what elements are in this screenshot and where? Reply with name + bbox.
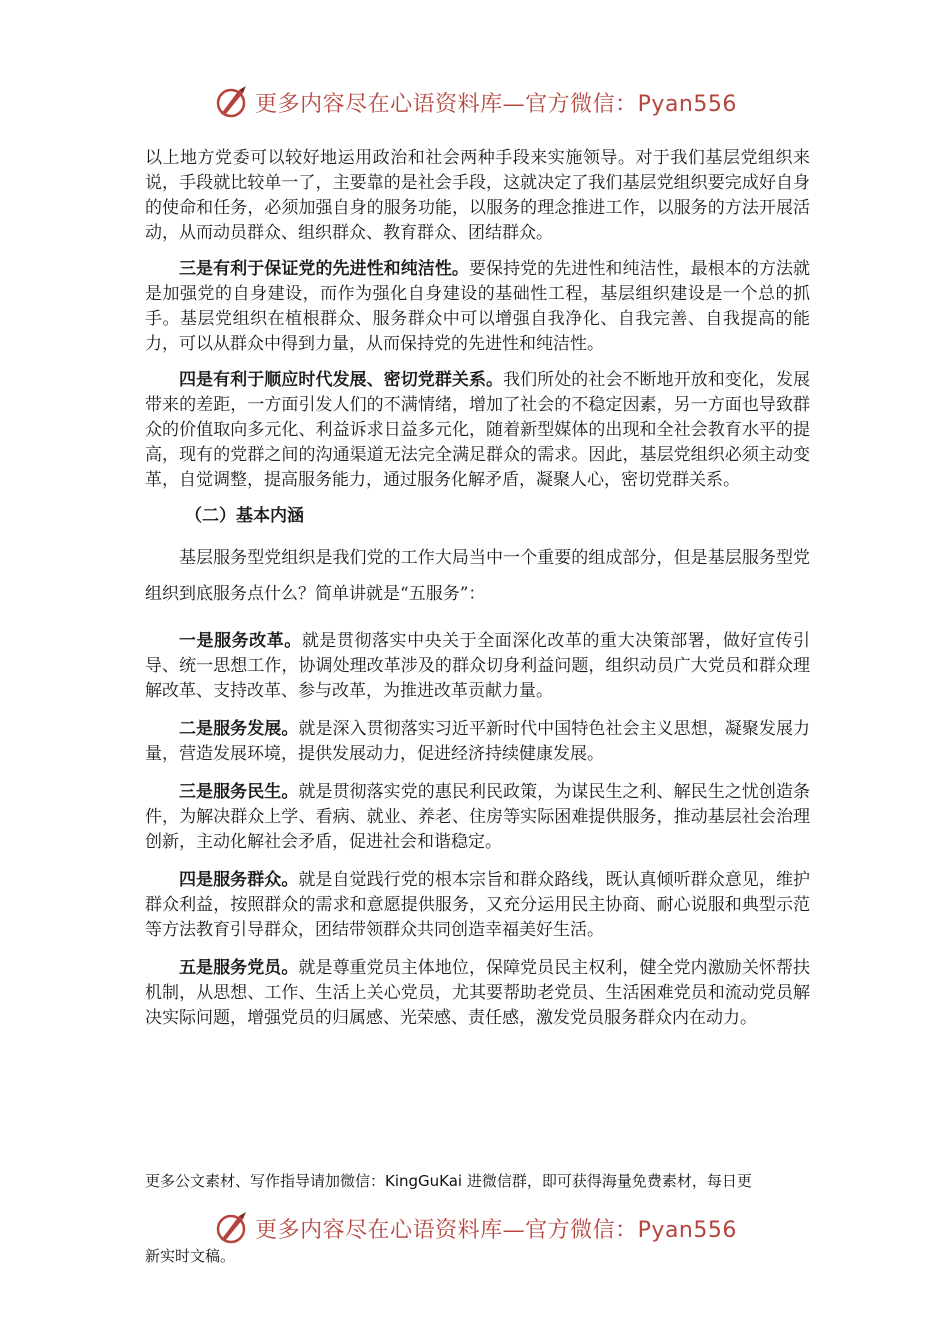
paragraph xyxy=(145,868,810,943)
paragraph: 以上地方党委可以较好地运用政治和社会两种手段来实施领导。对于我们基层党组织来说，手段就比较单一了，主要靠的是社会手段，这就决定了我们基层党组织要完成好自身的使命和任务，必须加强自身的服务功能，以服务的理念推进工作，以服务的方法开展活动，从而动员群众、组织群众、教育群众、团结群众。 xyxy=(145,148,810,243)
paragraph-text: 就是自觉践行党的根本宗旨和群众路线，既认真倾听群众意见，维护群众利益，按照群众的需求和意愿提供服务，又充分运用民主协商、耐心说服和典型示范等方法教育引导群众，团结带领群众共同创造幸福美好生活。 xyxy=(145,870,811,940)
paragraph-text: 就是深入贯彻落实习近平新时代中国特色社会主义思想，凝聚发展力量，营造发展环境，提供发展动力，促进经济持续健康发展。 xyxy=(145,719,811,764)
section-title: （二）基本内涵 xyxy=(185,506,304,526)
paragraph-text: 就是尊重党员主体地位，保障党员民主权利，健全党内激励关怀帮扶机制，从思想、工作、生活上关心党员，尤其要帮助老党员、生活困难党员和流动党员解决实际问题，增强党员的归属感、光荣感、责任感，激发党员服务群众内在动力。 xyxy=(145,958,811,1028)
intro-paragraph: 基层服务型党组织是我们党的工作大局当中一个重要的组成部分，但是基层服务型党组织到底服务点什么？简单讲就是“五服务”： xyxy=(145,548,810,604)
paragraph-lead: 四是有利于顺应时代发展、密切党群关系。 xyxy=(179,370,504,390)
quill-pen-logo-icon xyxy=(213,1210,249,1246)
header-banner xyxy=(0,82,950,122)
paragraph-text: 就是贯彻落实党的惠民利民政策，为谋民生之利、解民生之忧创造条件，为解决群众上学、看病、就业、养老、住房等实际困难提供服务，推动基层社会治理创新，主动化解社会矛盾，促进社会和谐稳定。 xyxy=(145,782,811,852)
paragraph-lead: 四是服务群众。 xyxy=(179,870,299,890)
paragraph-lead: 一是服务改革。 xyxy=(179,631,302,651)
footer-banner xyxy=(0,1208,950,1248)
paragraph xyxy=(145,717,810,767)
document-body xyxy=(145,146,810,1031)
paragraph-lead: 二是服务发展。 xyxy=(179,719,299,739)
paragraph xyxy=(145,956,810,1031)
paragraph-text: 要保持党的先进性和纯洁性，最根本的方法就是加强党的自身建设，而作为强化自身建设的基础性工程，基层组织建设是一个总的抓手。基层党组织在植根群众、服务群众中可以增强自我净化、自我完善、自我提高的能力，可以从群众中得到力量，从而保持党的先进性和纯洁性。 xyxy=(145,259,811,354)
banner-text: 更多内容尽在心语资料库—官方微信： xyxy=(255,91,638,117)
paragraph-text: 就是贯彻落实中央关于全面深化改革的重大决策部署，做好宣传引导、统一思想工作，协调处理改革涉及的群众切身利益问题，组织动员广大党员和群众理解改革、支持改革、参与改革，为推进改革贡献力量。 xyxy=(145,631,811,701)
banner-wechat-id: Pyan556 xyxy=(637,91,737,117)
paragraph xyxy=(145,257,810,357)
paragraph xyxy=(145,368,810,493)
paragraph-lead: 五是服务党员。 xyxy=(179,958,299,978)
paragraph-lead: 三是服务民生。 xyxy=(179,782,299,802)
quill-pen-logo-icon xyxy=(213,84,249,120)
paragraph-lead: 三是有利于保证党的先进性和纯洁性。 xyxy=(179,259,469,279)
banner-text: 更多内容尽在心语资料库—官方微信： xyxy=(255,1217,638,1243)
banner-wechat-id: Pyan556 xyxy=(637,1217,737,1243)
paragraph-text: 我们所处的社会不断地开放和变化，发展带来的差距，一方面引发人们的不满情绪，增加了社会的不稳定因素，另一方面也导致群众的价值取向多元化、利益诉求日益多元化，随着新型媒体的出现和全社会教育水平的提高，现有的党群之间的沟通渠道无法完全满足群众的需求。因此，基层党组织必须主动变革，自觉调整，提高服务能力，通过服务化解矛盾，凝聚人心，密切党群关系。 xyxy=(145,370,811,490)
footer-promo-line: 更多公文素材、写作指导请加微信：KingGuKai 进微信群，即可获得海量免费素材，每日更 xyxy=(145,1172,752,1190)
paragraph xyxy=(145,780,810,855)
paragraph xyxy=(145,629,810,704)
footer-promo-line-end: 新实时文稿。 xyxy=(145,1247,236,1265)
